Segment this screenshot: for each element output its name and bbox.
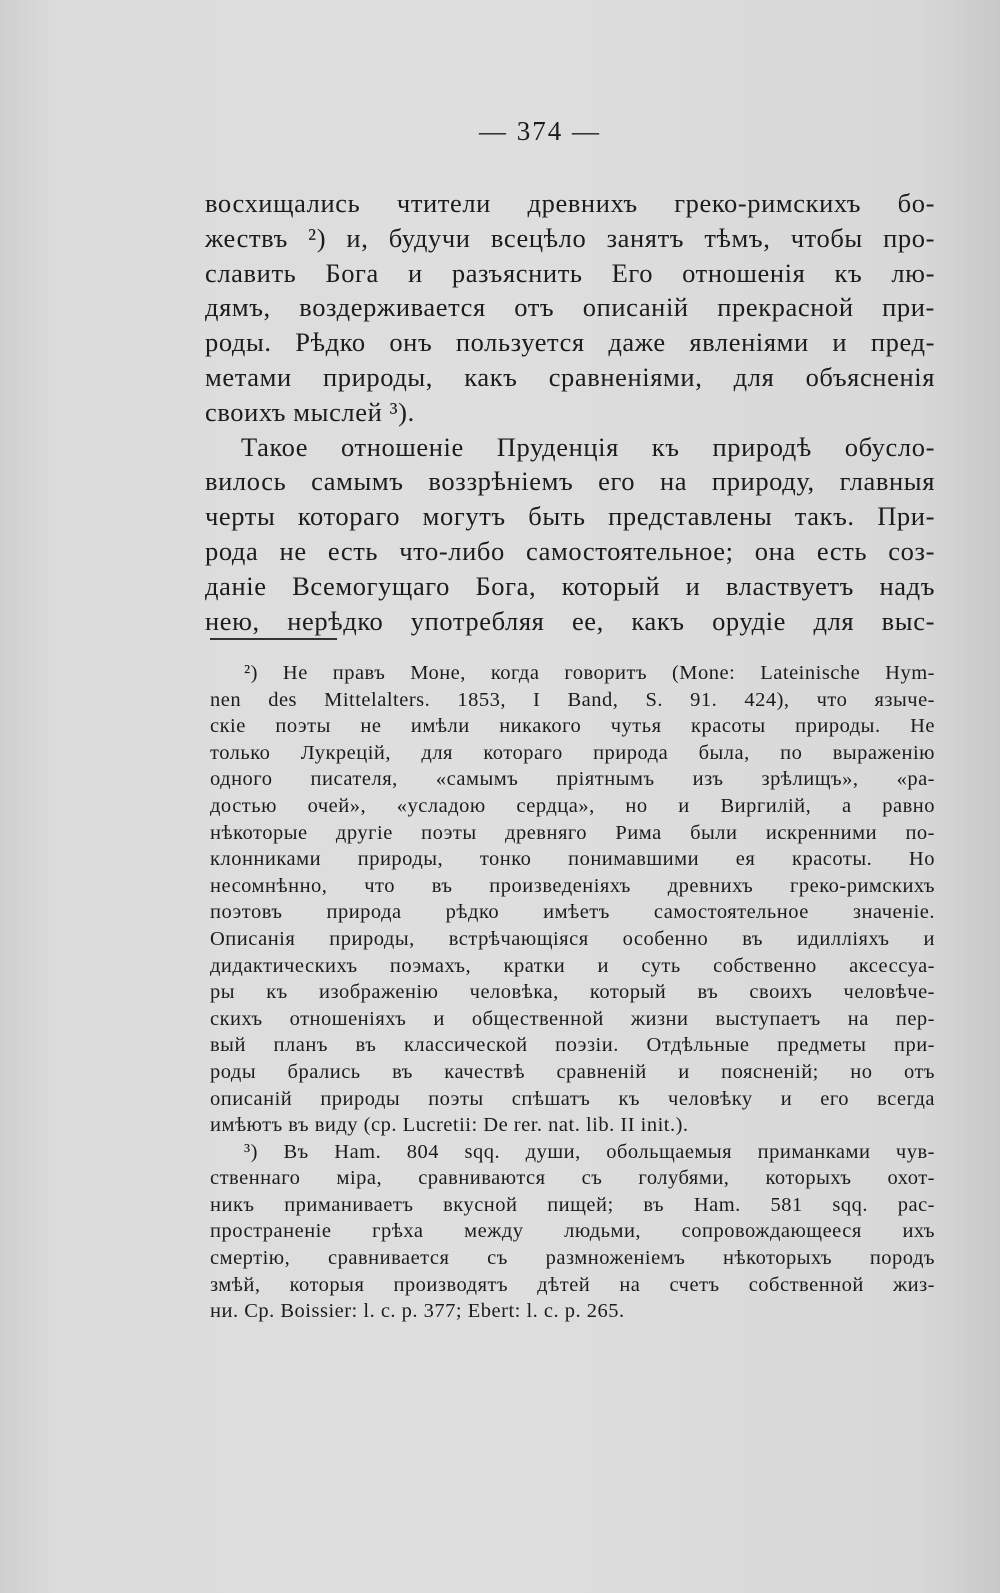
footnote-line: имѣютъ въ виду (ср. Lucretii: De rer. nat. lib. II init.). bbox=[210, 1114, 689, 1137]
footnote-line: змѣй, которыя производятъ дѣтей на счетъ собственной жиз- bbox=[210, 1273, 935, 1296]
footnote-line: описаній природы поэты спѣшатъ къ человѣку и его всегда bbox=[210, 1087, 935, 1110]
footnote-line: скіе поэты не имѣли никакого чутья красоты природы. Не bbox=[210, 715, 935, 738]
footnote-line: достью очей», «усладою сердца», но и Виргилій, а равно bbox=[210, 794, 935, 817]
footnote-line: ни. Ср. Boissier: l. c. p. 377; Ebert: l. c. p. 265. bbox=[210, 1300, 625, 1323]
page-number: — 374 — bbox=[479, 116, 601, 146]
footnote-line: nen des Mittelalters. 1853, I Band, S. 91. 424), что языче- bbox=[210, 688, 935, 711]
text-line: жествъ ²) и, будучи всецѣло занятъ тѣмъ, чтобы про- bbox=[205, 222, 935, 253]
footnotes bbox=[210, 660, 935, 1325]
footnote-line: смертію, сравнивается съ размноженіемъ нѣкоторыхъ породъ bbox=[210, 1247, 935, 1270]
text-line: своихъ мыслей ³). bbox=[205, 396, 415, 427]
footnote-line: одного писателя, «самымъ пріятнымъ изъ зрѣлищъ», «ра- bbox=[210, 768, 935, 791]
footnote-line: ры къ изображенію человѣка, который въ своихъ человѣче- bbox=[210, 981, 935, 1004]
footnote-line: никъ приманиваетъ вкусной пищей; въ Ham. 581 sqq. рас- bbox=[210, 1193, 935, 1216]
text-line: восхищались чтители древнихъ греко-римскихъ бо- bbox=[205, 188, 935, 218]
footnote-line: ²) Не правъ Моне, когда говоритъ (Mone: Lateinische Hym- bbox=[244, 662, 935, 684]
footnote-line: поэтовъ природа рѣдко имѣетъ самостоятельное значеніе. bbox=[210, 901, 935, 924]
text-line: дямъ, воздерживается отъ описаній прекрасной при- bbox=[205, 292, 935, 323]
text-line: Такое отношеніе Пруденція къ природѣ обусло- bbox=[241, 431, 935, 462]
main-text bbox=[205, 186, 935, 638]
footnote-line: пространеніе грѣха между людьми, сопровождающееся ихъ bbox=[210, 1220, 935, 1243]
footnote-line: ственнаго міра, сравниваются съ голубями, которыхъ охот- bbox=[210, 1167, 935, 1190]
text-line: черты котораго могутъ быть представлены такъ. При- bbox=[205, 501, 935, 532]
text-line: вилось самымъ воззрѣніемъ его на природу, главныя bbox=[205, 466, 935, 497]
text-line: рода не есть что-либо самостоятельное; она есть соз- bbox=[205, 535, 935, 566]
footnote-line: вый планъ въ классической поэзіи. Отдѣльные предметы при- bbox=[210, 1034, 935, 1057]
footnote-line: только Лукрецій, для котораго природа была, по выраженію bbox=[210, 741, 935, 764]
footnote-line: скихъ отношеніяхъ и общественной жизни выступаетъ на пер- bbox=[210, 1007, 935, 1030]
footnote-separator bbox=[210, 638, 337, 640]
text-line: роды. Рѣдко онъ пользуется даже явленіями и пред- bbox=[205, 327, 935, 358]
text-line: нею, нерѣдко употребляя ее, какъ орудіе для выс- bbox=[205, 605, 935, 636]
footnote-line: дидактическихъ поэмахъ, кратки и суть собственно аксессуа- bbox=[210, 954, 935, 977]
footnote-line: нѣкоторые другіе поэты древняго Рима были искренними по- bbox=[210, 821, 935, 844]
footnote-line: роды брались въ качествѣ сравненій и поясненій; но отъ bbox=[210, 1060, 935, 1083]
footnote-line: ³) Въ Ham. 804 sqq. души, обольщаемыя приманками чув- bbox=[244, 1140, 935, 1163]
text-line: метами природы, какъ сравненіями, для объясненія bbox=[205, 361, 935, 392]
text-line: даніе Всемогущаго Бога, который и властвуетъ надъ bbox=[205, 570, 935, 601]
footnote-line: клонниками природы, тонко понимавшими ея красоты. Но bbox=[210, 848, 935, 871]
text-line: славить Бога и разъяснить Его отношенія къ лю- bbox=[205, 257, 935, 288]
footnote-line: несомнѣнно, что въ произведеніяхъ древнихъ греко-римскихъ bbox=[210, 874, 935, 897]
footnote-line: Описанія природы, встрѣчающіяся особенно въ идилліяхъ и bbox=[210, 927, 935, 950]
